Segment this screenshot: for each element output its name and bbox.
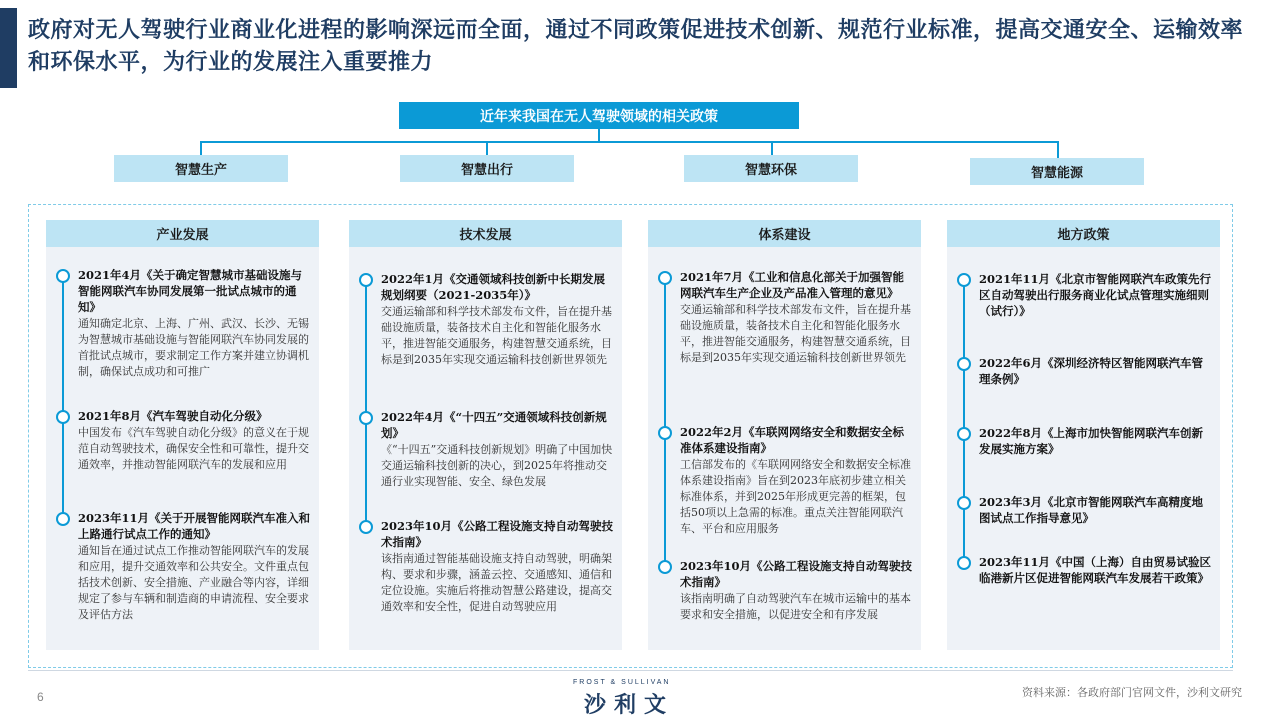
policy-item	[656, 558, 913, 623]
policy-item	[54, 408, 311, 473]
connector-horizontal	[200, 141, 1057, 143]
policy-description: 交通运输部和科学技术部发布文件，旨在提升基础设施质量，装备技术自主化和智能化服务水平，推进智能交通服务，构建智慧交通系统，目标是到2035年实现交通运输科技创新世界领先	[680, 303, 911, 364]
policy-title: 2023年11月《中国（上海）自由贸易试验区临港新片区促进智能网联汽车发展若干政策》	[979, 555, 1212, 585]
policy-title: 2022年8月《上海市加快智能网联汽车创新发展实施方案》	[979, 426, 1204, 456]
page-number: 6	[37, 690, 44, 704]
column-header: 技术发展	[349, 220, 622, 247]
column-system	[648, 220, 921, 650]
policy-description: 《“十四五”交通科技创新规划》明确了中国加快交通运输科技创新的决心，到2025年将推动交通行业实现智能、安全、绿色发展	[381, 443, 613, 488]
policy-title: 2021年4月《关于确定智慧城市基础设施与智能网联汽车协同发展第一批试点城市的通知》	[78, 268, 303, 314]
column-industry	[46, 220, 319, 650]
policy-title: 2023年11月《关于开展智能网联汽车准入和上路通行试点工作的通知》	[78, 511, 311, 541]
category-box-1: 智慧生产	[114, 155, 288, 182]
timeline-dot-icon	[359, 273, 373, 287]
policy-description: 中国发布《汽车驾驶自动化分级》的意义在于规范自动驾驶技术，确保安全性和可靠性，提升交通效率，并推动智能网联汽车的发展和应用	[78, 426, 309, 471]
timeline-dot-icon	[658, 426, 672, 440]
policy-title: 2023年3月《北京市智能网联汽车高精度地图试点工作指导意见》	[979, 495, 1204, 525]
policy-item	[54, 510, 311, 623]
category-box-4: 智慧能源	[970, 158, 1144, 185]
headline: 政府对无人驾驶行业商业化进程的影响深远而全面，通过不同政策促进技术创新、规范行业标准，提高交通安全、运输效率和环保水平，为行业的发展注入重要推力	[28, 17, 1244, 75]
policy-title: 2022年4月《“十四五”交通领域科技创新规划》	[381, 410, 607, 440]
connector-branch-3	[771, 141, 773, 155]
timeline-dot-icon	[658, 560, 672, 574]
category-box-2: 智慧出行	[400, 155, 574, 182]
policy-item	[955, 271, 1212, 319]
policy-title: 2022年1月《交通领域科技创新中长期发展规划纲要（2021-2035年）》	[381, 272, 606, 302]
policy-item	[357, 271, 614, 368]
timeline-dot-icon	[56, 512, 70, 526]
connector-branch-1	[200, 141, 202, 155]
policy-description: 通知确定北京、上海、广州、武汉、长沙、无锡为智慧城市基础设施与智能网联汽车协同发展的首批试点城市，要求制定工作方案并建立协调机制，确保试点成功和可推广	[78, 317, 309, 378]
policy-description: 该指南明确了自动驾驶汽车在城市运输中的基本要求和安全措施，以促进安全和有序发展	[680, 592, 911, 621]
timeline-dot-icon	[957, 427, 971, 441]
timeline-dot-icon	[359, 520, 373, 534]
policy-item	[54, 267, 311, 380]
timeline-dot-icon	[56, 269, 70, 283]
brand-subtitle: FROST & SULLIVAN	[573, 679, 671, 686]
footer-divider	[28, 670, 1233, 671]
policy-item	[955, 355, 1212, 387]
column-local-policy	[947, 220, 1220, 650]
policy-description: 工信部发布的《车联网网络安全和数据安全标准体系建设指南》旨在到2023年底初步建立相关标准体系，并到2025年形成更完善的框架，包括50项以上急需的标准。重点关注智能网联汽车、平台和应用服务	[680, 458, 911, 535]
main-title-box: 近年来我国在无人驾驶领域的相关政策	[399, 102, 799, 129]
column-header: 地方政策	[947, 220, 1220, 247]
column-header: 产业发展	[46, 220, 319, 247]
timeline-dot-icon	[359, 411, 373, 425]
timeline-dot-icon	[957, 496, 971, 510]
brand-logo: 沙利文	[584, 692, 675, 718]
timeline-dot-icon	[957, 273, 971, 287]
policy-title: 2021年7月《工业和信息化部关于加强智能网联汽车生产企业及产品准入管理的意见》	[680, 270, 905, 300]
timeline-dot-icon	[957, 556, 971, 570]
policy-description: 该指南通过智能基础设施支持自动驾驶，明确架构、要求和步骤，涵盖云控、交通感知、通信和定位设施。实施后将推动智慧公路建设，提高交通效率和安全性，促进自动驾驶应用	[381, 552, 612, 613]
policy-item	[955, 425, 1212, 457]
policy-title: 2021年11月《北京市智能网联汽车政策先行区自动驾驶出行服务商业化试点管理实施细则（试行）》	[979, 272, 1212, 318]
timeline-dot-icon	[658, 271, 672, 285]
connector-branch-4	[1057, 141, 1059, 158]
timeline-dot-icon	[957, 357, 971, 371]
column-header: 体系建设	[648, 220, 921, 247]
source-note: 资料来源：各政府部门官网文件，沙利文研究	[1022, 686, 1242, 699]
policy-title: 2022年6月《深圳经济特区智能网联汽车管理条例》	[979, 356, 1204, 386]
policy-item	[656, 424, 913, 537]
policy-item	[955, 554, 1212, 586]
policy-description: 交通运输部和科学技术部发布文件，旨在提升基础设施质量，装备技术自主化和智能化服务水平，推进智能交通服务，构建智慧交通系统，目标是到2035年实现交通运输科技创新世界领先	[381, 305, 612, 366]
policy-title: 2021年8月《汽车驾驶自动化分级》	[78, 409, 268, 423]
connector-branch-2	[486, 141, 488, 155]
policy-item	[955, 494, 1212, 526]
policy-description: 通知旨在通过试点工作推动智能网联汽车的发展和应用，提升交通效率和公共安全。文件重点包括技术创新、安全措施、产业融合等内容，详细规定了参与车辆和制造商的申请流程、安全要求及评估方法	[78, 544, 309, 621]
policy-title: 2022年2月《车联网网络安全和数据安全标准体系建设指南》	[680, 425, 905, 455]
policy-item	[357, 518, 614, 615]
policy-item	[357, 409, 614, 490]
policy-item	[656, 269, 913, 366]
policy-title: 2023年10月《公路工程设施支持自动驾驶技术指南》	[680, 559, 913, 589]
column-technology	[349, 220, 622, 650]
policy-title: 2023年10月《公路工程设施支持自动驾驶技术指南》	[381, 519, 614, 549]
headline-accent-bar	[0, 8, 17, 88]
category-box-3: 智慧环保	[684, 155, 858, 182]
timeline-dot-icon	[56, 410, 70, 424]
